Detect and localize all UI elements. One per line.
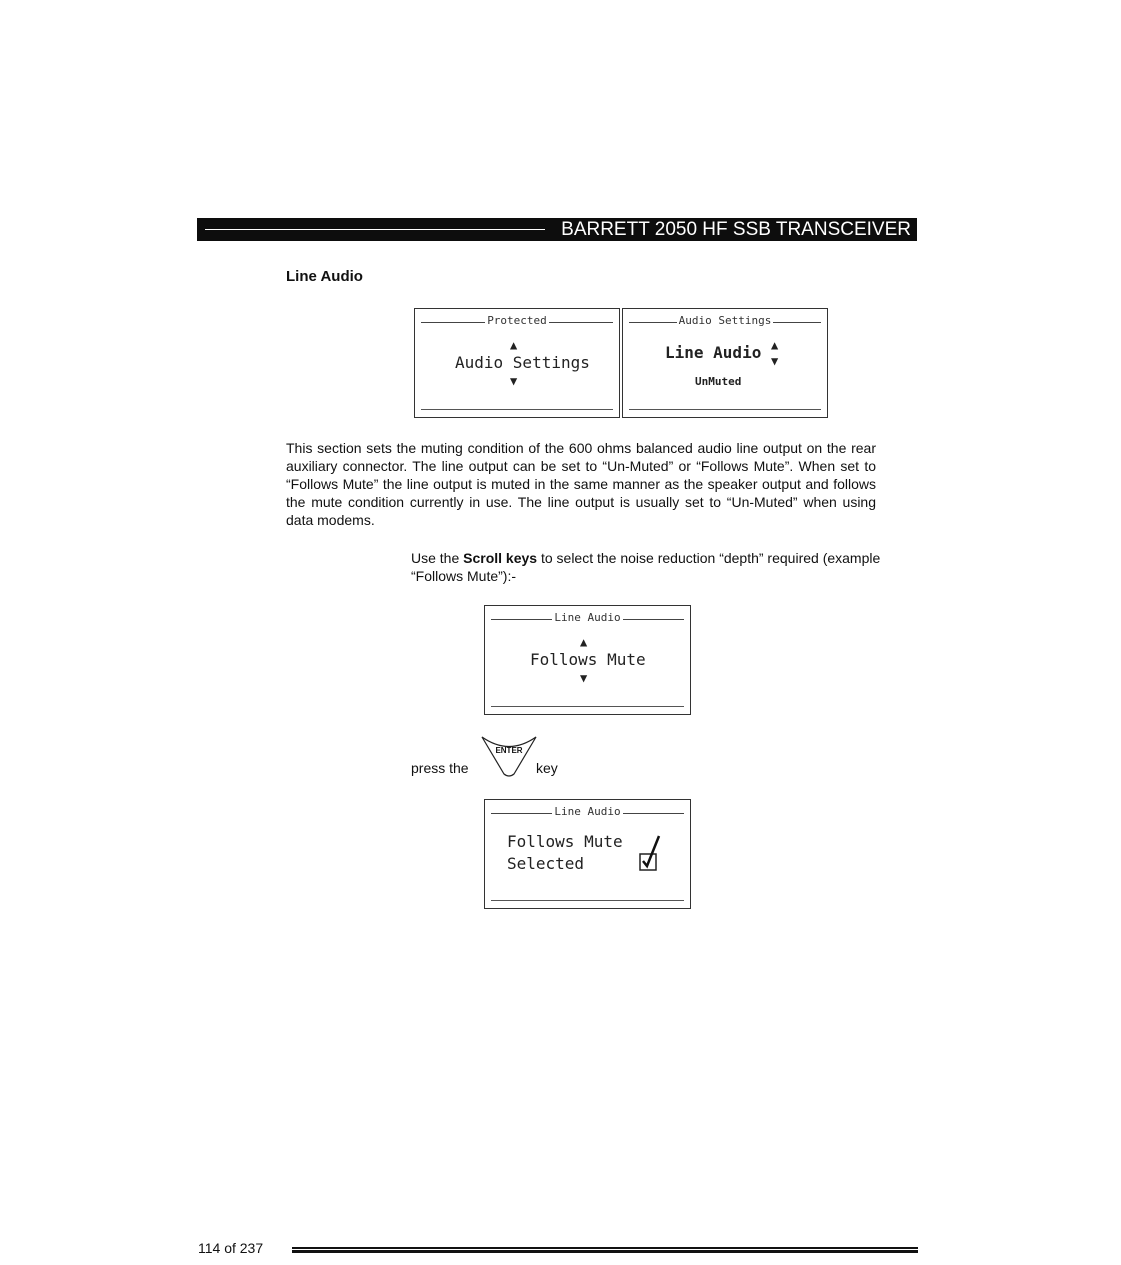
scroll-prefix: Use the: [411, 550, 464, 566]
press-the-text: press the: [411, 760, 469, 776]
body-paragraph: This section sets the muting condition of the 600 ohms balanced audio line output on the rear auxiliary connector. The line output can be set to “Un-Muted” or “Follows Mute”. When set to “Follows Mute” the line output is muted in the same manner as the speaker output and follows the mute condition currently in use. The line output is usually set to “Un-Muted” when using data modems.: [286, 440, 876, 528]
lcd-screen-audio-settings: [622, 308, 828, 418]
lcd-bottom-rule: [629, 409, 821, 410]
lcd-bottom-rule: [491, 706, 684, 707]
lcd-screen-line-audio-selected: [484, 799, 691, 909]
lcd-screen-protected: [414, 308, 620, 418]
lcd-screen-line-audio-select: [484, 605, 691, 715]
scroll-instruction: [411, 549, 881, 585]
lcd-bottom-rule: [421, 409, 613, 410]
lcd-title: Protected: [487, 314, 547, 327]
checkbox-checked-icon: [637, 834, 665, 874]
lcd-line-2: Selected: [507, 854, 585, 873]
header-title: BARRETT 2050 HF SSB TRANSCEIVER: [561, 219, 911, 240]
page-number: 114 of 237: [198, 1240, 264, 1256]
enter-key-icon: [479, 734, 539, 778]
lcd-title: Audio Settings: [678, 314, 772, 327]
lcd-main-text: Line Audio: [665, 343, 762, 362]
section-heading: Line Audio: [286, 268, 363, 285]
scroll-down-icon: ▼: [771, 354, 779, 368]
lcd-title: Line Audio: [554, 805, 621, 818]
key-text: key: [536, 760, 558, 776]
lcd-main-text: Follows Mute: [530, 650, 646, 669]
scroll-suffix: to select the noise reduction “depth” required (example “Follows Mute”):-: [411, 550, 881, 584]
lcd-bottom-rule: [491, 900, 684, 901]
scroll-down-icon: ▼: [580, 671, 588, 685]
scroll-up-icon: ▲: [771, 338, 779, 352]
lcd-value-text: UnMuted: [695, 375, 742, 388]
footer-rule-highlight: [292, 1249, 918, 1250]
lcd-line-1: Follows Mute: [507, 832, 623, 851]
scroll-up-icon: ▲: [580, 635, 588, 649]
enter-key-label: ENTER: [495, 746, 523, 755]
header-rule: [205, 229, 545, 230]
scroll-keys-label: Scroll keys: [463, 550, 538, 566]
footer-rule: [292, 1247, 918, 1253]
lcd-title: Line Audio: [554, 611, 621, 624]
scroll-up-icon: ▲: [510, 338, 518, 352]
lcd-main-text: Audio Settings: [455, 353, 590, 372]
scroll-down-icon: ▼: [510, 374, 518, 388]
